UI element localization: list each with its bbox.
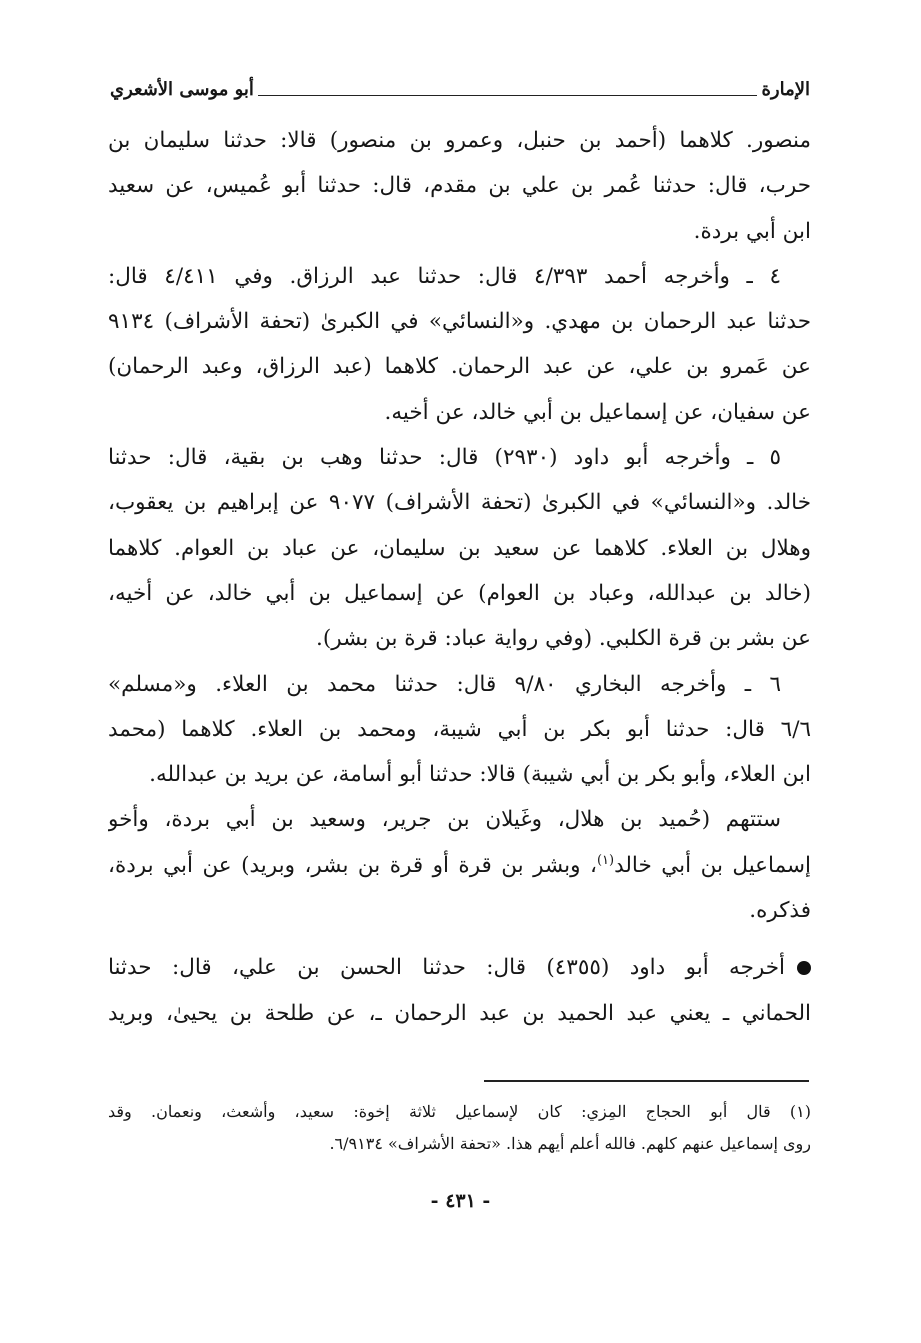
text-line: خالد. و«النسائي» في الكبرىٰ (تحفة الأشراف) ٩٠٧٧ عن إبراهيم بن يعقوب، — [108, 490, 811, 516]
text-segment: إسماعيل بن أبي خالد — [614, 852, 811, 878]
author-title: أبو موسى الأشعري — [110, 79, 254, 100]
bullet-icon — [797, 961, 811, 975]
footnote-separator — [484, 1080, 809, 1082]
text-line-with-footnote — [108, 843, 811, 888]
text-line: عن بشر بن قرة الكلبي. (وفي رواية عباد: قرة بن بشر). — [316, 626, 811, 652]
text-line: حرب، قال: حدثنا عُمر بن علي بن مقدم، قال: حدثنا أبو عُميس، عن سعيد — [108, 173, 811, 199]
page-number: - ٤٣١ - — [430, 1190, 491, 1212]
text-line: عن عَمرو بن علي، عن عبد الرحمان. كلاهما (عبد الرزاق، وعبد الرحمان) — [108, 354, 811, 380]
text-segment: ، وبشر بن قرة أو قرة بن بشر، وبريد) عن أبي بردة، — [108, 852, 597, 878]
running-header — [110, 72, 810, 106]
text-line: (خالد بن عبدالله، وعباد بن العوام) عن إسماعيل بن أبي خالد، عن أخيه، — [108, 580, 811, 606]
text-line: عن سفيان، عن إسماعيل بن أبي خالد، عن أخيه. — [384, 399, 811, 425]
header-rule — [258, 95, 758, 96]
text-line: ابن أبي بردة. — [693, 218, 811, 244]
text-line: ستتهم (حُميد بن هلال، وغَيلان بن جرير، وسعيد بن أبي بردة، وأخو — [108, 807, 781, 833]
text-line: وهلال بن العلاء. كلاهما عن سعيد بن سليمان، عن عباد بن العوام. كلاهما — [108, 535, 811, 561]
text-line: ٤ ـ وأخرجه أحمد ٤/٣٩٣ قال: حدثنا عبد الرزاق. وفي ٤/٤١١ قال: — [108, 263, 781, 289]
text-line: ٥ ـ وأخرجه أبو داود (٢٩٣٠) قال: حدثنا وهب بن بقية، قال: حدثنا — [108, 445, 781, 471]
chapter-title: الإمارة — [761, 79, 810, 100]
text-segment: أخرجه أبو داود (٤٣٥٥) قال: حدثنا الحسن بن علي، قال: حدثنا — [108, 955, 785, 981]
text-line: ٦/٦ قال: حدثنا أبو بكر بن أبي شيبة، ومحمد بن العلاء. كلاهما (محمد — [108, 716, 811, 742]
text-line: ٦ ـ وأخرجه البخاري ٩/٨٠ قال: حدثنا محمد بن العلاء. و«مسلم» — [108, 671, 781, 697]
text-line: حدثنا عبد الرحمان بن مهدي. و«النسائي» في الكبرىٰ (تحفة الأشراف) ٩١٣٤ — [108, 309, 811, 335]
text-line: فذكره. — [749, 898, 811, 924]
footnotes — [108, 1096, 811, 1160]
footnote-reference[interactable]: (١) — [596, 852, 615, 868]
text-line-bulleted — [108, 945, 811, 990]
footnote-line: (١) قال أبو الحجاج المِزي: كان لإسماعيل ثلاثة إخوة: سعيد، وأشعث، ونعمان. وقد — [108, 1102, 811, 1121]
text-line: الحماني ـ يعني عبد الحميد بن عبد الرحمان ـ، عن طلحة بن يحيىٰ، وبريد — [108, 1000, 811, 1026]
text-line: ابن العلاء، وأبو بكر بن أبي شيبة) قالا: حدثنا أبو أسامة، عن بريد بن عبدالله. — [149, 762, 811, 788]
main-text — [108, 118, 811, 1036]
section-gap — [108, 933, 811, 945]
footnote-line: روى إسماعيل عنهم كلهم. فالله أعلم أيهم هذا. «تحفة الأشراف» ٦/٩١٣٤. — [329, 1134, 811, 1153]
text-line: منصور. كلاهما (أحمد بن حنبل، وعمرو بن منصور) قالا: حدثنا سليمان بن — [108, 128, 811, 153]
